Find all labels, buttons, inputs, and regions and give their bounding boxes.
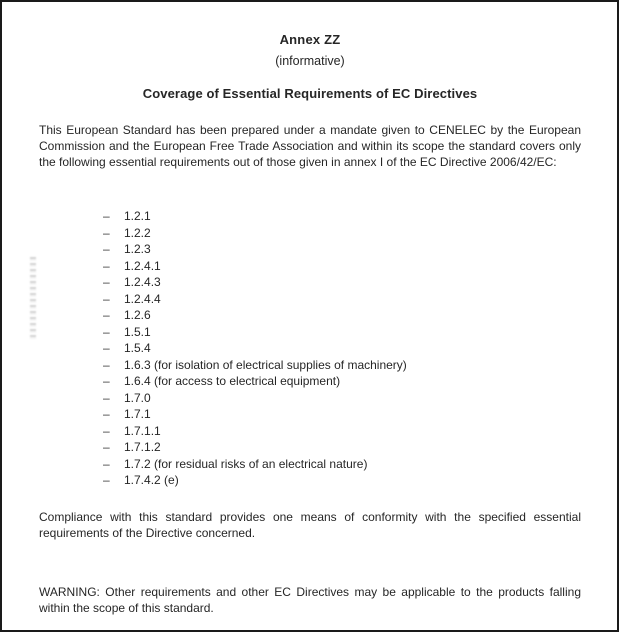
requirement-label: 1.2.6 bbox=[124, 308, 151, 322]
dash-bullet: – bbox=[103, 258, 110, 273]
requirement-item bbox=[103, 208, 581, 225]
annex-subtitle: (informative) bbox=[275, 54, 345, 68]
dash-bullet: – bbox=[103, 308, 110, 322]
requirement-label: 1.7.2 (for residual risks of an electrical nature) bbox=[124, 456, 368, 471]
requirement-item bbox=[103, 274, 581, 291]
page-content bbox=[2, 33, 617, 616]
requirements-list bbox=[103, 208, 581, 489]
dash-bullet: – bbox=[103, 374, 110, 388]
requirement-label: 1.7.0 bbox=[124, 390, 151, 405]
requirement-item bbox=[103, 423, 581, 440]
requirement-label: 1.6.4 (for access to electrical equipment) bbox=[124, 374, 341, 388]
compliance-paragraph: Compliance with this standard provides one means of conformity with the specified essential requirements of the Directive concerned. bbox=[39, 509, 581, 540]
requirement-label: 1.6.3 (for isolation of electrical supplies of machinery) bbox=[124, 357, 407, 372]
dash-bullet: – bbox=[103, 341, 110, 355]
requirement-item bbox=[103, 390, 581, 407]
dash-bullet: – bbox=[103, 275, 110, 289]
requirement-item bbox=[103, 472, 581, 489]
requirement-label: 1.7.1.1 bbox=[124, 423, 161, 438]
requirement-label: 1.7.1 bbox=[124, 407, 151, 421]
dash-bullet: – bbox=[103, 209, 110, 223]
requirement-item bbox=[103, 406, 581, 423]
intro-paragraph: This European Standard has been prepared under a mandate given to CENELEC by the European Commission and the European Free Trade Association and within its scope the standard covers only the following essential requirements out of those given in annex I of the EC Directive 2006/42/EC: bbox=[39, 123, 581, 169]
requirement-item bbox=[103, 307, 581, 324]
requirement-label: 1.2.4.1 bbox=[124, 258, 161, 273]
warning-paragraph: WARNING: Other requirements and other EC Directives may be applicable to the products falling within the scope of this standard. bbox=[39, 584, 581, 615]
requirement-label: 1.2.3 bbox=[124, 242, 151, 256]
requirement-label: 1.2.1 bbox=[124, 209, 151, 223]
dash-bullet: – bbox=[103, 423, 110, 438]
requirement-label: 1.5.4 bbox=[124, 341, 151, 355]
requirement-item bbox=[103, 291, 581, 308]
requirement-item bbox=[103, 357, 581, 374]
requirement-item bbox=[103, 456, 581, 473]
dash-bullet: – bbox=[103, 357, 110, 372]
requirement-label: 1.7.1.2 bbox=[124, 440, 161, 454]
requirement-label: 1.2.2 bbox=[124, 225, 151, 240]
requirement-item bbox=[103, 258, 581, 275]
requirement-label: 1.7.4.2 (e) bbox=[124, 473, 179, 487]
document-heading: Coverage of Essential Requirements of EC Directives bbox=[142, 86, 478, 101]
dash-bullet: – bbox=[103, 324, 110, 339]
dash-bullet: – bbox=[103, 242, 110, 256]
dash-bullet: – bbox=[103, 225, 110, 240]
dash-bullet: – bbox=[103, 407, 110, 421]
dash-bullet: – bbox=[103, 440, 110, 454]
requirement-label: 1.5.1 bbox=[124, 324, 151, 339]
requirement-label: 1.2.4.4 bbox=[124, 291, 161, 306]
requirement-item bbox=[103, 324, 581, 341]
dash-bullet: – bbox=[103, 473, 110, 487]
requirement-item bbox=[103, 225, 581, 242]
requirement-label: 1.2.4.3 bbox=[124, 275, 161, 289]
dash-bullet: – bbox=[103, 291, 110, 306]
dash-bullet: – bbox=[103, 456, 110, 471]
requirement-item bbox=[103, 241, 581, 258]
requirement-item bbox=[103, 340, 581, 357]
requirement-item bbox=[103, 373, 581, 390]
dash-bullet: – bbox=[103, 390, 110, 405]
requirement-item bbox=[103, 439, 581, 456]
annex-title: Annex ZZ bbox=[279, 32, 341, 47]
